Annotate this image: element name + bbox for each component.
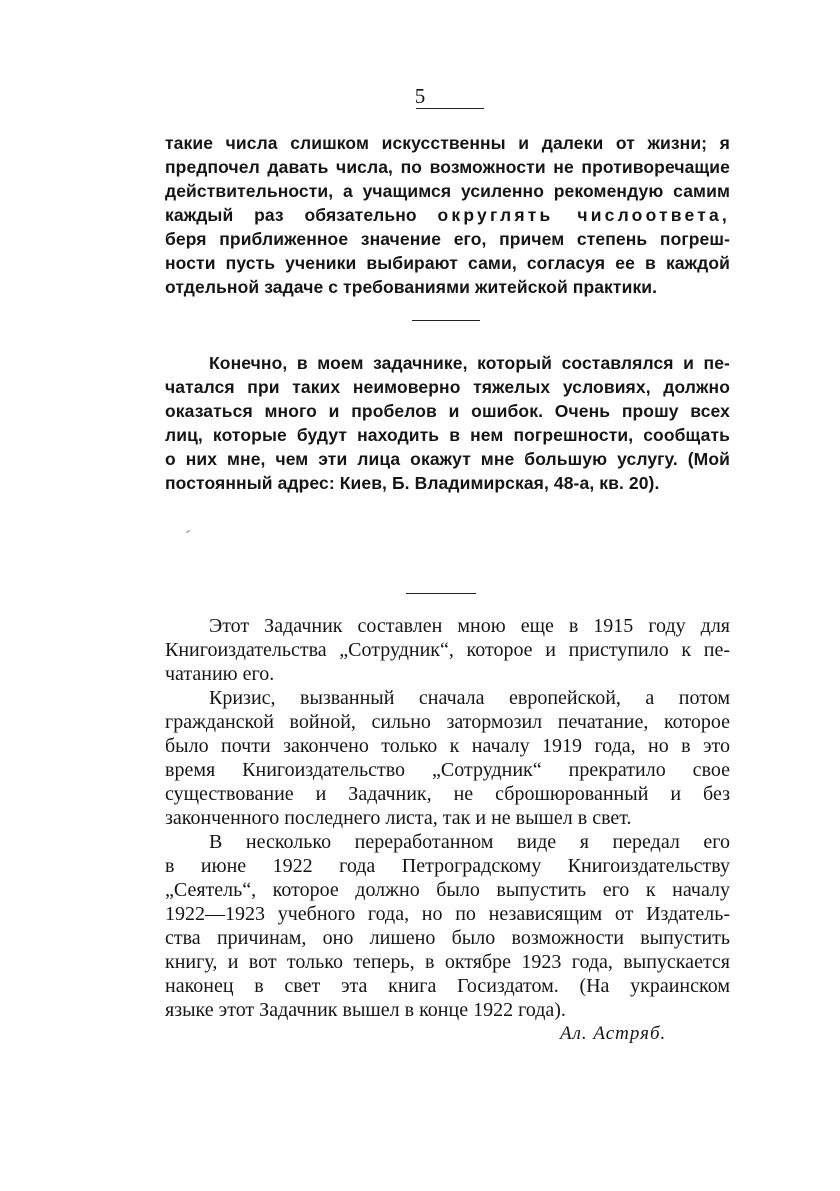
text-line: о них мне, чем эти лица окажут мне большую услугу. (Мой <box>165 449 730 469</box>
text-segment: каждый раз обязательно <box>165 205 417 225</box>
text-line: чатанию его. <box>165 663 275 685</box>
section-divider <box>412 320 480 321</box>
text-line: законченного последнего листа, так и не вышел в свет. <box>165 807 632 829</box>
paragraph-rounding-note <box>165 131 730 299</box>
text-line: В несколько переработанном виде я передал его <box>209 831 730 853</box>
text-line: существование и Задачник, не сброшюрованный и без <box>165 783 730 805</box>
text-line: 1922—1923 учебного года, но по независящим от Издатель- <box>165 903 730 925</box>
publication-history <box>165 614 730 1022</box>
text-line: время Книгоиздательство „Сотрудник“ прекратило свое <box>165 759 730 781</box>
page-number-underline <box>416 108 484 109</box>
text-line: беря приближенное значение его, причем степень погреш- <box>165 229 730 249</box>
emphasized-text: округлять числоответа, <box>437 205 730 225</box>
text-line: такие числа слишком искусственны и далеки от жизни; я <box>165 133 730 153</box>
text-line: предпочел давать числа, по возможности не противоречащие <box>165 157 730 177</box>
text-line: „Сеятель“, которое должно было выпустить его к началу <box>165 879 730 901</box>
print-speck <box>186 530 190 533</box>
text-line: чатался при таких неимоверно тяжелых условиях, должно <box>165 377 730 397</box>
text-line: книгу, и вот только теперь, в октябре 1923 года, выпускается <box>165 951 730 973</box>
text-line: лиц, которые будут находить в нем погрешности, сообщать <box>165 425 730 445</box>
text-line: отдельной задаче с требованиями житейской практики. <box>165 277 658 297</box>
text-line: Кризис, вызванный сначала европейской, а потом <box>209 687 730 709</box>
text-line: наконец в свет эта книга Госиздатом. (На украинском <box>165 975 730 997</box>
text-line: в июне 1922 года Петроградскому Книгоиздательству <box>165 855 730 877</box>
text-line: гражданской войной, сильно затормозил печатание, которое <box>165 711 730 733</box>
text-line: было почти закончено только к началу 1919 года, но в это <box>165 735 730 757</box>
paragraph-errata-request <box>165 351 730 495</box>
text-line: постоянный адрес: Киев, Б. Владимирская, 48-а, кв. 20). <box>165 473 660 493</box>
text-line: действительности, а учащимся усиленно рекомендую самим <box>165 181 730 201</box>
text-line: ства причинам, оно лишено было возможности выпустить <box>165 927 730 949</box>
author-signature: Ал. Астряб. <box>560 1023 667 1044</box>
text-line: языке этот Задачник вышел в конце 1922 года). <box>165 999 566 1021</box>
text-line: Книгоиздательства „Сотрудник“, которое и приступило к пе- <box>165 639 730 661</box>
text-line-composite <box>165 203 730 227</box>
text-line: оказаться много и пробелов и ошибок. Очень прошу всех <box>165 401 730 421</box>
text-line: ности пусть ученики выбирают сами, согласуя ее в каждой <box>165 253 730 273</box>
text-line: Конечно, в моем задачнике, который составлялся и пе- <box>209 353 730 373</box>
page-number: 5 <box>414 84 426 108</box>
section-divider <box>406 593 476 594</box>
text-line: Этот Задачник составлен мною еще в 1915 году для <box>209 615 730 637</box>
